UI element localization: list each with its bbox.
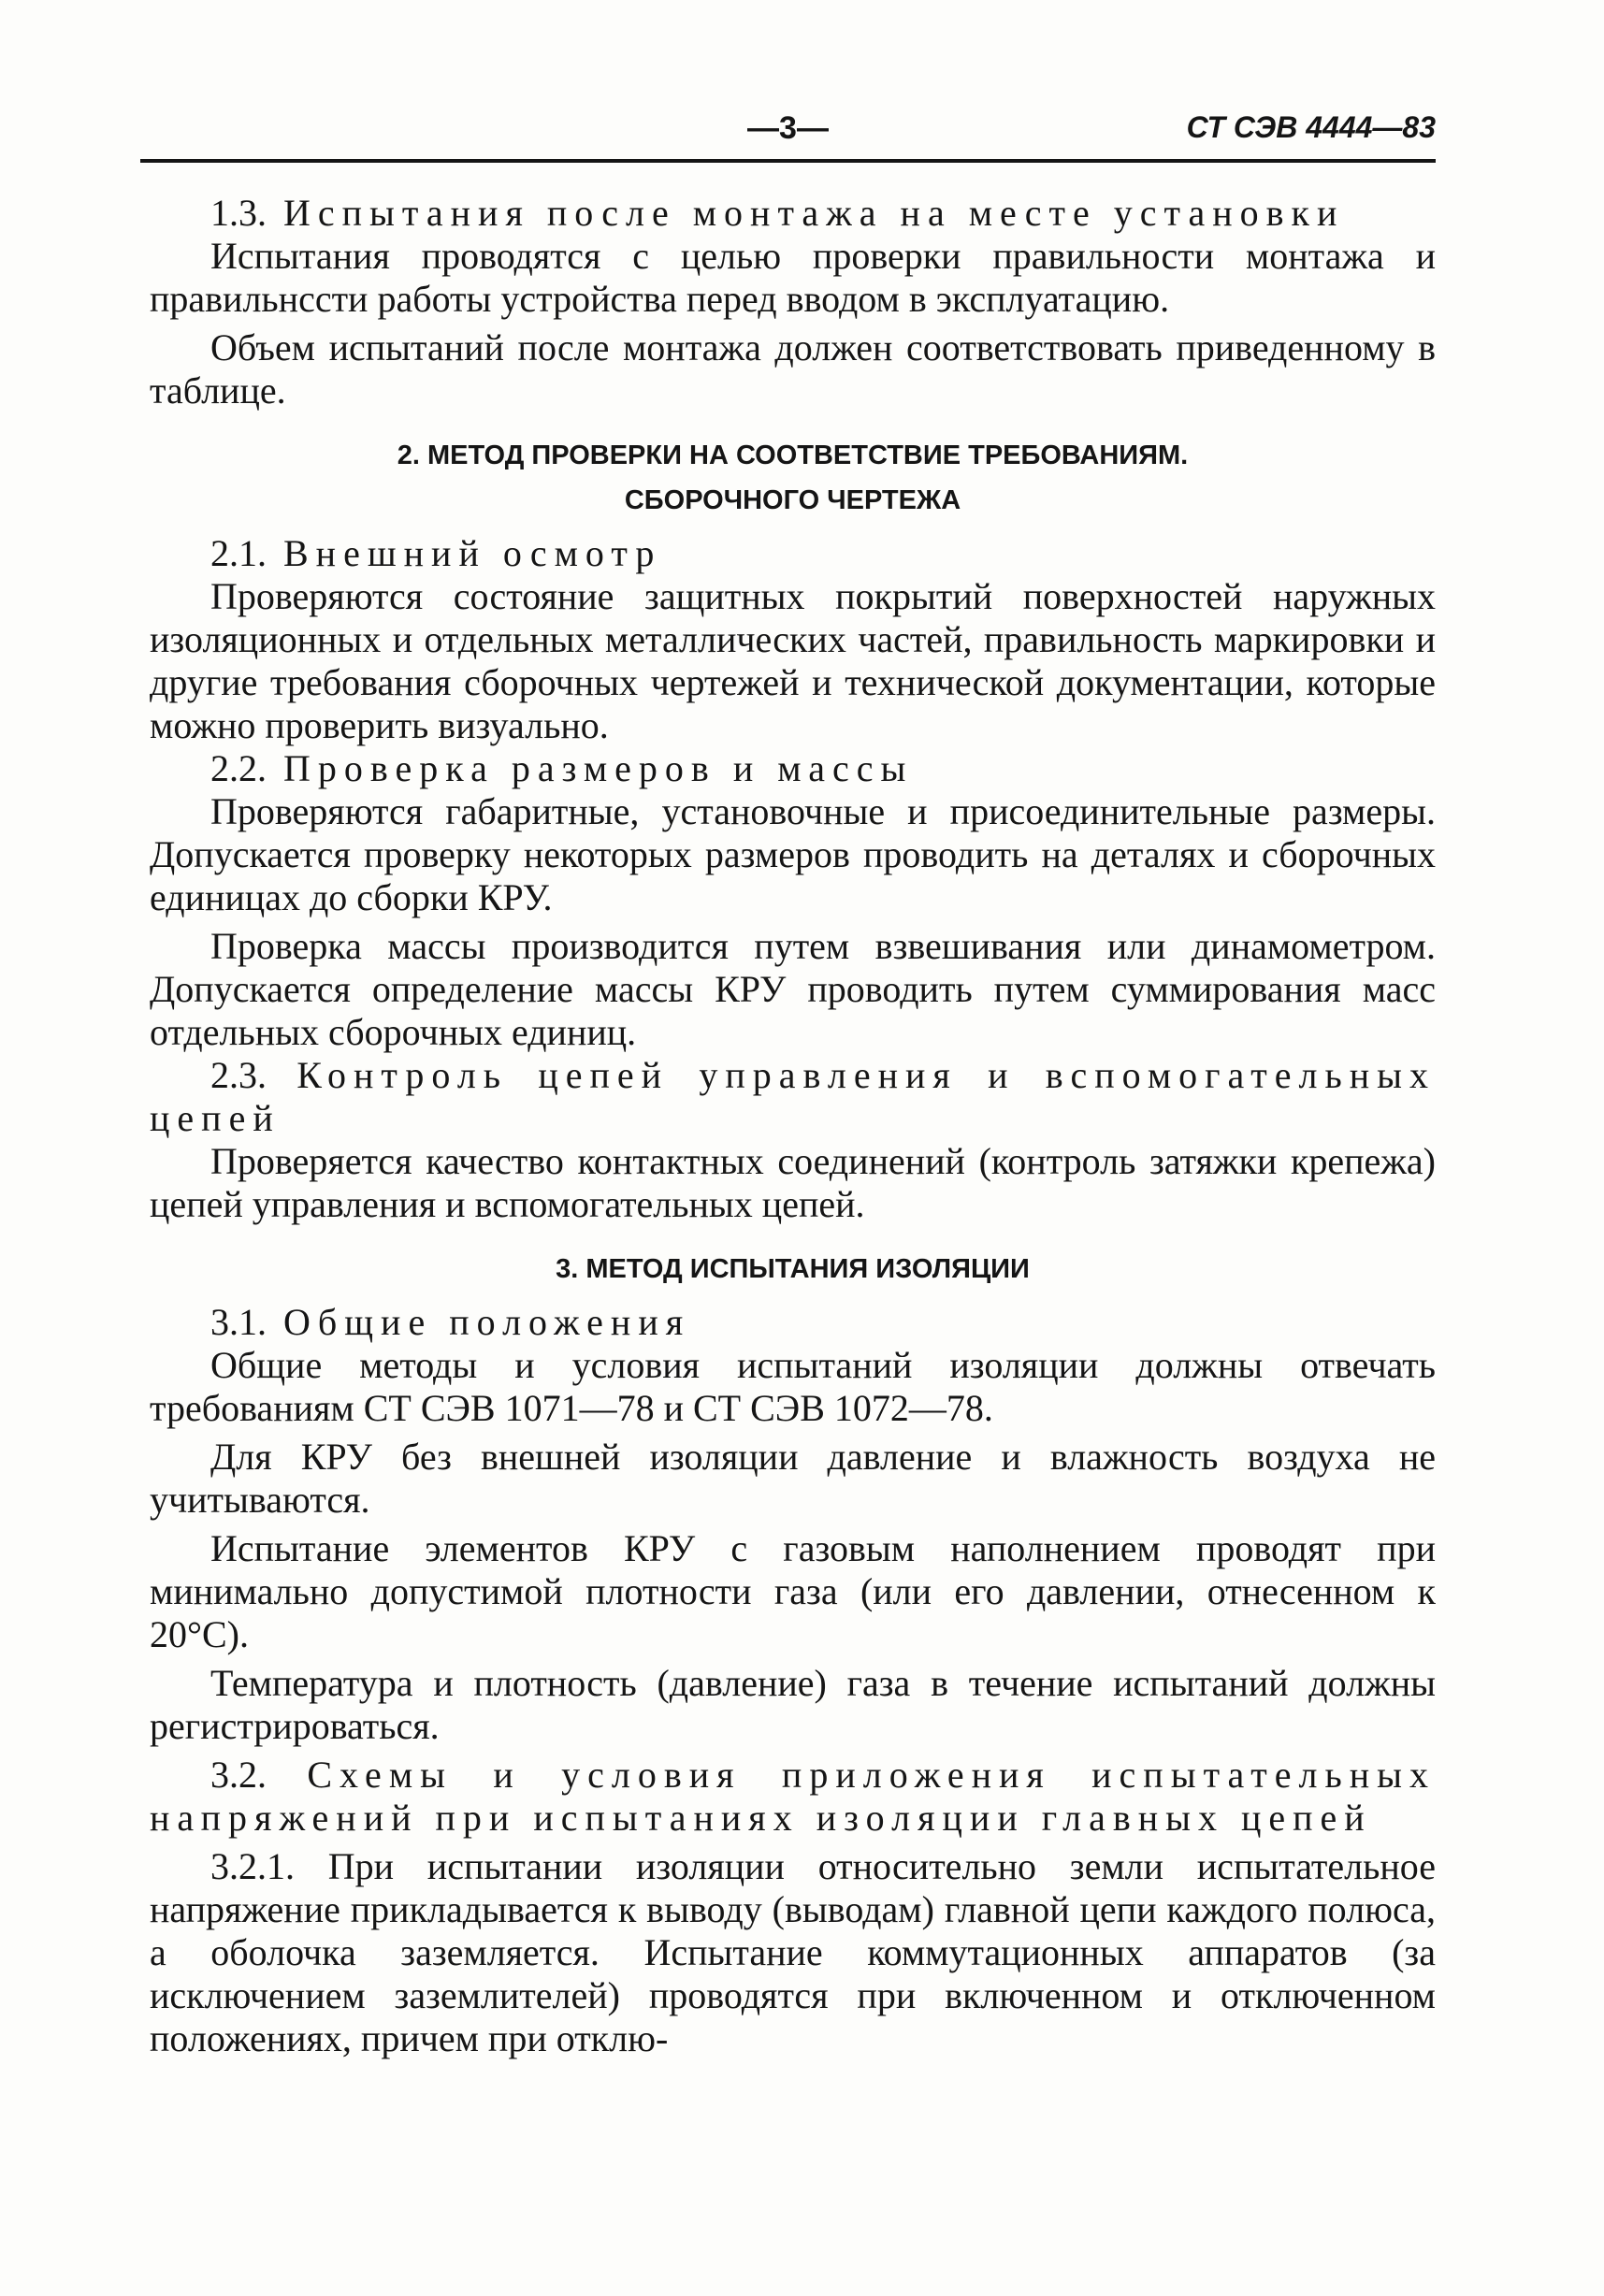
- section-heading-2: [150, 433, 1436, 523]
- subsection-number: 3.1.: [210, 1301, 267, 1343]
- header-rule: [140, 159, 1436, 163]
- paragraph: 3.2.1. При испытании изоляции относительно земли испытательное напряжение прикладывается к выводу (выводам) главной цепи каждого полюса, а оболочка заземляется. Испытание коммутационных аппаратов (за исключением заземлителей) проводятся при включенном и отключенном положениях, причем при отклю-: [150, 1845, 1436, 2059]
- subsection-title-2-1: [150, 532, 1436, 575]
- subsection-title-2-3: [150, 1054, 1436, 1140]
- paragraph: Для КРУ без внешней изоляции давление и влажность воздуха не учитываются.: [150, 1436, 1436, 1521]
- paragraph: Проверяются габаритные, установочные и присоединительные размеры. Допускается проверку некоторых размеров проводить на деталях и сборочных единицах до сборки КРУ.: [150, 790, 1436, 918]
- paragraph: Проверяется качество контактных соединений (контроль затяжки крепежа) цепей управления и вспомогательных цепей.: [150, 1140, 1436, 1225]
- subsection-title-1-3: [150, 192, 1436, 235]
- subsection-number: 2.1.: [210, 532, 267, 574]
- section-heading-line: СБОРОЧНОГО ЧЕРТЕЖА: [624, 485, 961, 515]
- paragraph: Общие методы и условия испытаний изоляции должны отвечать требованиям СТ СЭВ 1071—78 и СТ СЭВ 1072—78.: [150, 1344, 1436, 1429]
- subsection-title-text: Схемы и условия приложения испытательных напряжений при испытаниях изоляции главных цепей: [150, 1754, 1436, 1839]
- section-heading-3: 3. МЕТОД ИСПЫТАНИЯ ИЗОЛЯЦИИ: [556, 1254, 1030, 1284]
- subsection-title-3-1: [150, 1301, 1436, 1344]
- subsection-title-text: Общие положения: [283, 1301, 691, 1343]
- subsection-title-3-2: [150, 1754, 1436, 1840]
- paragraph: Испытания проводятся с целью проверки правильности монтажа и правильнсcти работы устройства перед вводом в эксплуатацию.: [150, 235, 1436, 320]
- page-number: —3—: [747, 110, 829, 146]
- subsection-title-text: Испытания после монтажа на месте установки: [283, 192, 1345, 234]
- subsection-number: 3.2.: [210, 1754, 267, 1796]
- paragraph: Проверка массы производится путем взвешивания или динамометром. Допускается определение массы КРУ проводить путем суммирования масс отдельных сборочных единиц.: [150, 925, 1436, 1053]
- section-heading-line: 2. МЕТОД ПРОВЕРКИ НА СООТВЕТСТВИЕ ТРЕБОВАНИЯМ.: [397, 440, 1189, 470]
- subsection-title-text: Проверка размеров и массы: [283, 747, 914, 789]
- document-body: [150, 192, 1436, 2060]
- subsection-number: 2.3.: [210, 1054, 267, 1096]
- paragraph: Температура и плотность (давление) газа в течение испытаний должны регистрироваться.: [150, 1662, 1436, 1747]
- subsection-title-text: Контроль цепей управления и вспомогательных цепей: [150, 1054, 1436, 1139]
- page-header: [140, 103, 1436, 159]
- subsection-number: 1.3.: [210, 192, 267, 234]
- standard-code: СТ СЭВ 4444—83: [1186, 110, 1436, 144]
- subsection-title-text: Внешний осмотр: [283, 532, 662, 574]
- subsection-number: 2.2.: [210, 747, 267, 789]
- subsection-title-2-2: [150, 747, 1436, 790]
- paragraph: Объем испытаний после монтажа должен соответствовать приведенному в таблице.: [150, 326, 1436, 412]
- paragraph: Испытание элементов КРУ с газовым наполнением проводят при минимально допустимой плотности газа (или его давлении, отнесенном к 20°С).: [150, 1527, 1436, 1655]
- paragraph: Проверяются состояние защитных покрытий поверхностей наружных изоляционных и отдельных металлических частей, правильность маркировки и другие требования сборочных чертежей и технической документации, которые можно проверить визуально.: [150, 575, 1436, 746]
